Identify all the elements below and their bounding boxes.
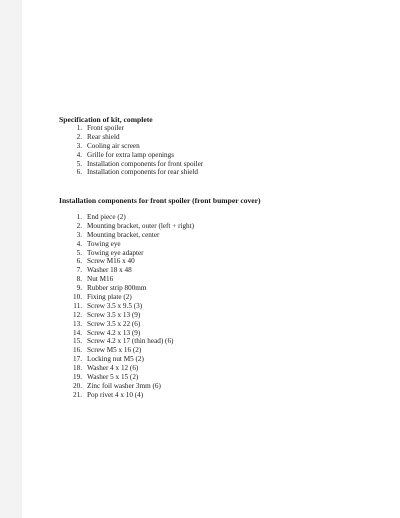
list-item-text: Mounting bracket, center [87,230,160,239]
list-item-text: Locking nut M5 (2) [87,355,144,364]
list-item [70,391,194,400]
list-item [70,373,194,382]
list-item-text: Screw 3.5 x 13 (9) [87,310,141,319]
page-edge-strip [0,0,22,518]
list-item [70,275,194,284]
list-item-number: 5. [76,159,82,168]
list-item-text: Zinc foil washer 3mm (6) [87,381,161,390]
list-item-number: 6. [76,168,82,177]
list-item-number: 3. [76,230,82,239]
list-item [70,320,194,329]
list-item-text: Washer 5 x 15 (2) [87,373,139,382]
list-item [70,240,194,249]
list-item-text: Pop rivet 4 x 10 (4) [87,390,144,399]
list-item-number: 1. [76,124,82,132]
list-item-text: Rubber strip 800mm [87,284,147,293]
list-item-number: 4. [76,239,82,248]
list-item-number: 3. [76,141,82,150]
list-item [70,222,194,231]
list-item-number: 6. [76,257,82,266]
list-item-number: 15. [73,337,82,346]
list-item-number: 18. [73,364,82,373]
list-item [70,302,194,311]
list-item-text: Front spoiler [87,124,124,132]
list-item [70,382,194,391]
list-item-number: 17. [73,355,82,364]
list-item [70,329,194,338]
list-item [70,231,194,240]
list-item-number: 5. [76,248,82,257]
list-item-text: Rear shield [87,132,120,141]
spec-list [70,124,203,177]
list-item [70,151,203,160]
list-item-number: 4. [76,150,82,159]
spec-heading: Specification of kit, complete [59,115,153,124]
list-item-text: Towing eye adapter [87,248,144,257]
list-item-text: Installation components for front spoiler [87,159,204,168]
list-item [70,284,194,293]
list-item-text: Washer 18 x 48 [87,266,132,275]
list-item-number: 12. [73,310,82,319]
list-item [70,337,194,346]
list-item-text: Screw M16 x 40 [87,257,135,266]
list-item-text: Screw M5 x 16 (2) [87,346,142,355]
list-item-number: 2. [76,221,82,230]
list-item [70,213,194,222]
list-item-text: End piece (2) [87,213,126,221]
list-item-number: 9. [76,284,82,293]
list-item-text: Grille for extra lamp openings [87,150,175,159]
document-page [22,0,400,518]
list-item [70,293,194,302]
list-item [70,311,194,320]
list-item-text: Nut M16 [87,275,114,284]
list-item-number: 14. [73,328,82,337]
list-item-text: Washer 4 x 12 (6) [87,364,139,373]
list-item [70,168,203,177]
list-item-text: Screw 4.2 x 17 (thin head) (6) [87,337,174,346]
list-item-text: Fixing plate (2) [87,293,132,302]
list-item [70,266,194,275]
list-item-number: 13. [73,319,82,328]
list-item-text: Mounting bracket, outer (left + right) [87,221,195,230]
list-item [70,249,194,258]
list-item [70,142,203,151]
front-spoiler-components-heading: Installation components for front spoiler (front bumper cover) [59,196,261,205]
list-item-number: 10. [73,293,82,302]
front-spoiler-components-list [70,213,194,400]
list-item [70,346,194,355]
list-item-text: Cooling air screen [87,141,140,150]
list-item [70,160,203,169]
list-item [70,364,194,373]
list-item-number: 1. [76,213,82,221]
list-item-text: Screw 3.5 x 9.5 (3) [87,301,143,310]
list-item [70,133,203,142]
list-item [70,257,194,266]
list-item-text: Installation components for rear shield [87,168,198,177]
list-item-number: 8. [76,275,82,284]
list-item-number: 16. [73,346,82,355]
list-item-number: 21. [73,390,82,399]
list-item-number: 20. [73,381,82,390]
list-item-text: Screw 4.2 x 13 (9) [87,328,141,337]
list-item [70,355,194,364]
list-item-number: 11. [73,301,82,310]
list-item-number: 7. [76,266,82,275]
list-item-number: 19. [73,373,82,382]
list-item-text: Towing eye [87,239,121,248]
list-item [70,124,203,133]
list-item-number: 2. [76,132,82,141]
list-item-text: Screw 3.5 x 22 (6) [87,319,141,328]
